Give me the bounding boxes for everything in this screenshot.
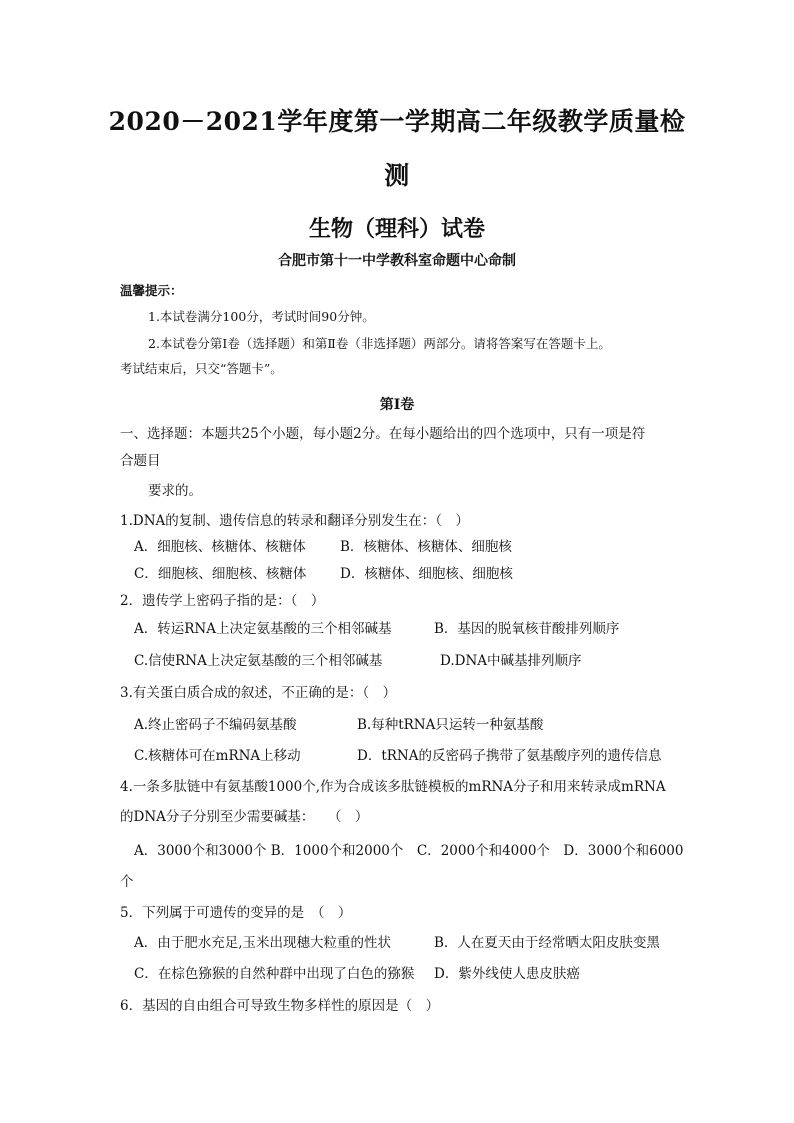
- question-4-options-line1: A．3000个和3000个 B．1000个和2000个 C．2000个和4000个 D．3000个和6000: [134, 843, 684, 859]
- question-1-option-b: B．核糖体、核糖体、细胞核: [340, 539, 512, 555]
- question-4-options-line2: 个: [120, 874, 134, 890]
- question-2-option-c: C.信使RNA上决定氨基酸的三个相邻碱基: [134, 653, 383, 669]
- tips-label: 温馨提示：: [120, 283, 183, 298]
- question-3-option-c: C.核糖体可在mRNA上移动: [134, 748, 301, 764]
- exam-subtitle: 生物（理科）试卷: [308, 216, 485, 242]
- exam-title-line1: 2020－2021学年度第一学期高二年级教学质量检: [108, 107, 686, 136]
- question-3-option-d: D．tRNA的反密码子携带了氨基酸序列的遗传信息: [357, 748, 662, 764]
- tips-item-2-line1: 2.本试卷分第Ⅰ卷（选择题）和第Ⅱ卷（非选择题）两部分。请将答案写在答题卡上。: [148, 336, 611, 351]
- question-4-stem-line2: 的DNA分子分别至少需要碱基： （ ）: [120, 809, 369, 825]
- question-5-option-b: B．人在夏天由于经常晒太阳皮肤变黑: [434, 935, 660, 951]
- question-1-stem: 1.DNA的复制、遗传信息的转录和翻译分别发生在：（ ）: [120, 513, 470, 529]
- exam-title-line2: 测: [384, 161, 410, 190]
- question-5-option-a: A．由于肥水充足,玉米出现穗大粒重的性状: [134, 935, 392, 951]
- tips-item-2-line2: 考试结束后，只交“答题卡”。: [120, 361, 283, 376]
- question-1-option-c: C．细胞核、细胞核、核糖体: [134, 566, 307, 582]
- question-3-option-a: A.终止密码子不编码氨基酸: [134, 717, 297, 733]
- question-2-stem: 2．遗传学上密码子指的是：（ ）: [120, 593, 325, 609]
- question-4-stem-line1: 4.一条多肽链中有氨基酸1000个,作为合成该多肽链模板的mRNA分子和用来转录成mRNA: [120, 779, 666, 795]
- question-1-option-d: D．核糖体、细胞核、细胞核: [340, 566, 513, 582]
- tips-item-1: 1.本试卷满分100分，考试时间90分钟。: [148, 309, 375, 324]
- question-3-stem: 3.有关蛋白质合成的叙述，不正确的是：（ ）: [120, 685, 397, 701]
- section-instruction-line3: 要求的。: [148, 483, 202, 499]
- question-5-option-d: D．紫外线使人患皮肤癌: [434, 966, 580, 982]
- question-6-stem: 6．基因的自由组合可导致生物多样性的原因是（ ）: [120, 998, 440, 1014]
- question-2-option-b: B．基因的脱氧核苷酸排列顺序: [434, 621, 620, 637]
- question-5-stem: 5．下列属于可遗传的变异的是 （ ）: [120, 905, 352, 921]
- question-3-option-b: B.每种tRNA只运转一种氨基酸: [357, 717, 544, 733]
- section-heading: 第Ⅰ卷: [379, 397, 415, 413]
- question-1-option-a: A．细胞核、核糖体、核糖体: [134, 539, 306, 555]
- section-instruction-line1: 一、选择题：本题共25个小题，每小题2分。在每小题给出的四个选项中，只有一项是符: [120, 426, 646, 442]
- exam-author: 合肥市第十一中学教科室命题中心命制: [278, 253, 516, 269]
- question-2-option-a: A．转运RNA上决定氨基酸的三个相邻碱基: [134, 621, 392, 637]
- question-5-option-c: C．在棕色猕猴的自然种群中出现了白色的猕猴: [134, 966, 415, 982]
- section-instruction-line2: 合题目: [120, 453, 161, 469]
- question-2-option-d: D.DNA中碱基排列顺序: [440, 653, 582, 669]
